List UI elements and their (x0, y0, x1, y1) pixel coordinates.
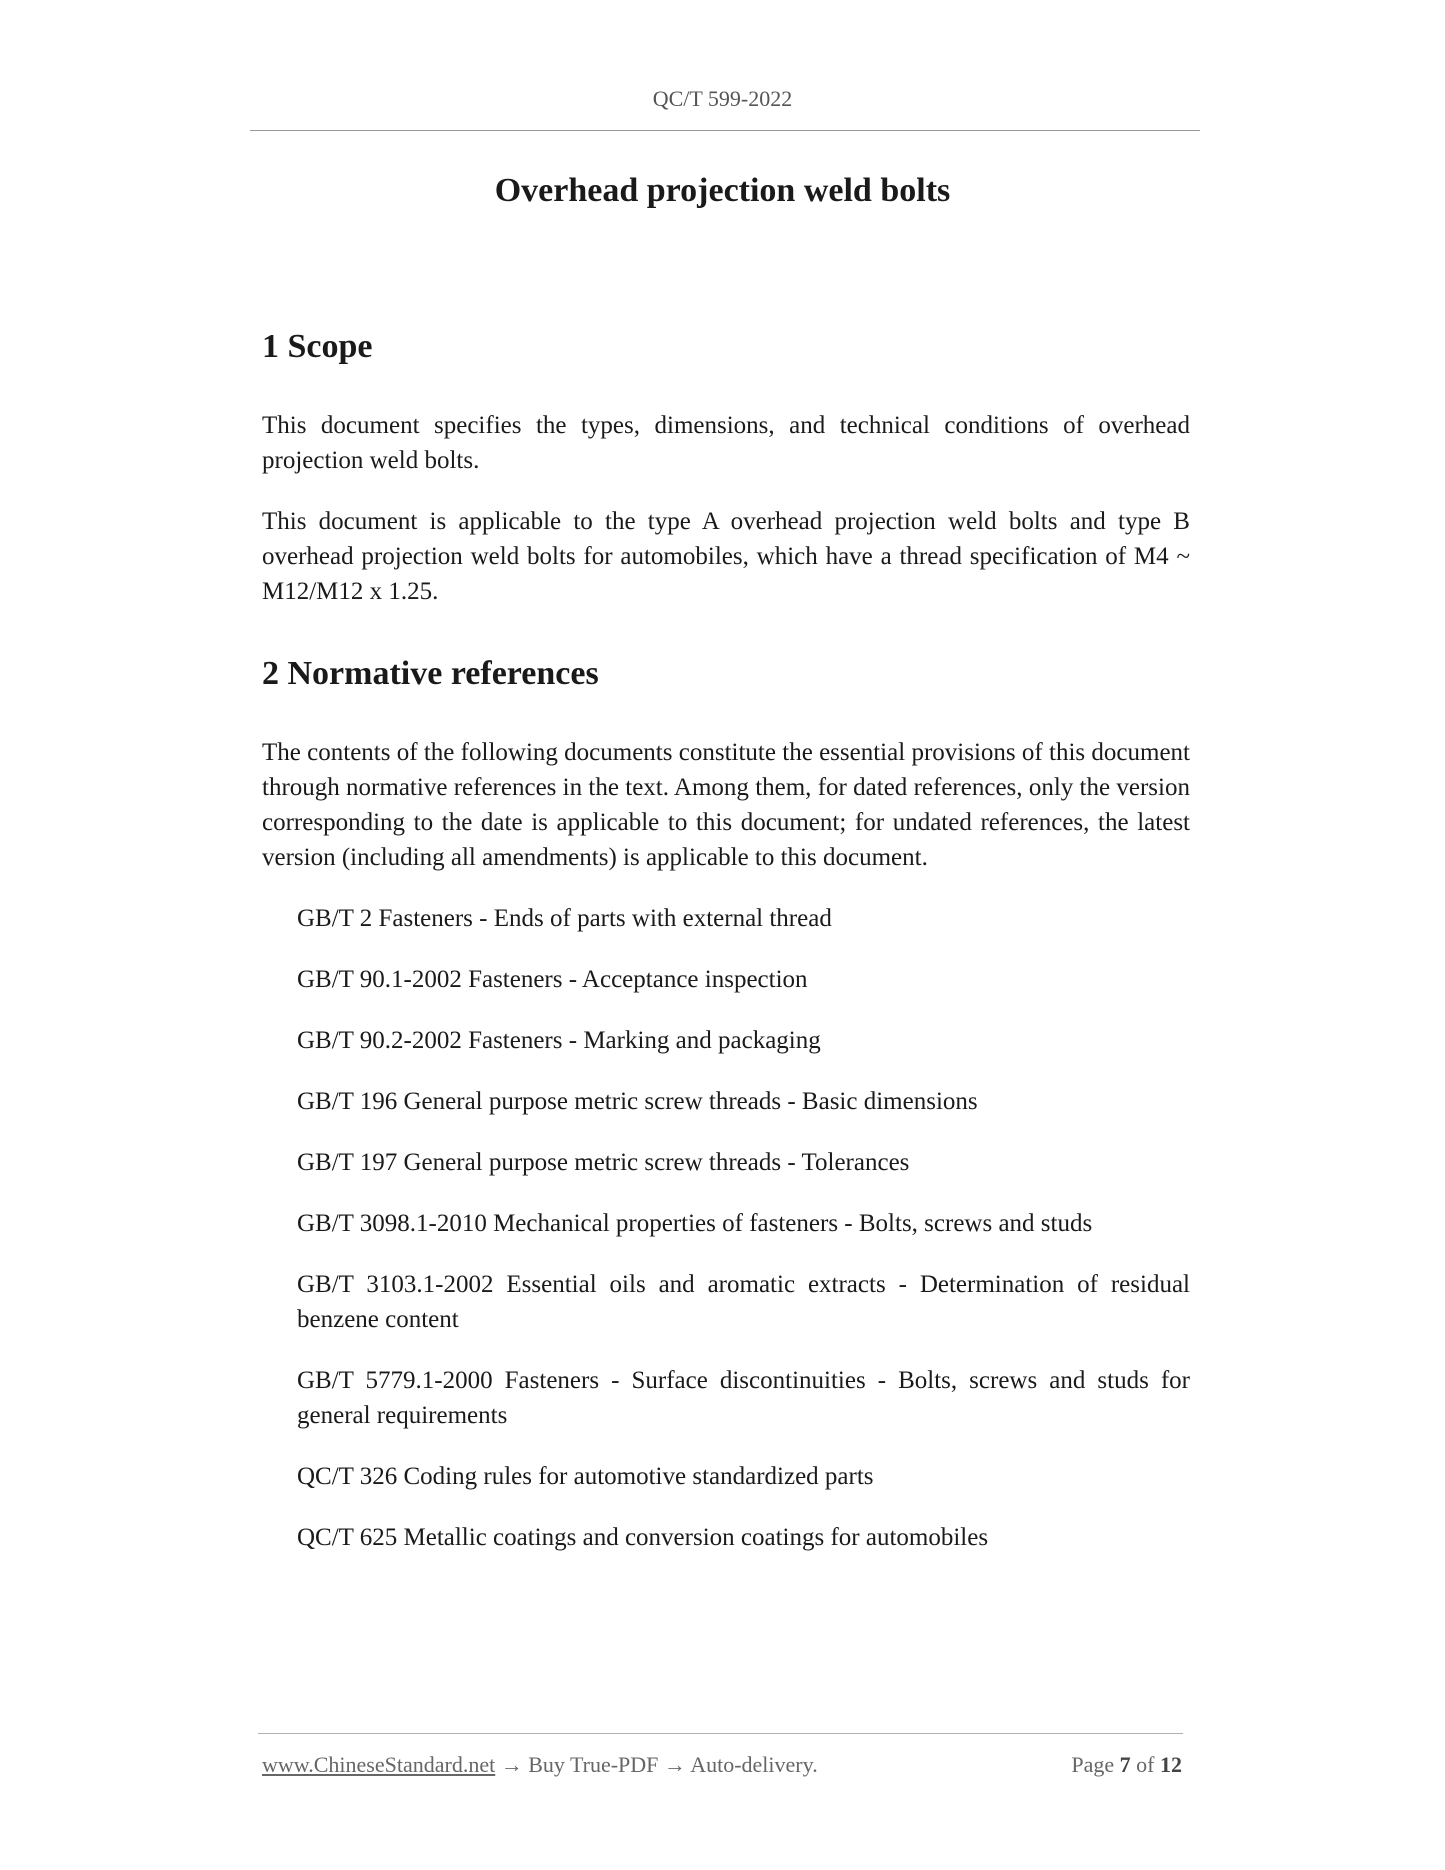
page-number (1071, 1752, 1182, 1778)
page-footer (262, 1752, 1182, 1778)
page-label: Page (1071, 1752, 1115, 1777)
reference-item: GB/T 197 General purpose metric screw threads - Tolerances (297, 1149, 910, 1176)
footer-divider (258, 1733, 1183, 1734)
website-link[interactable]: www.ChineseStandard.net (262, 1752, 496, 1777)
of-label: of (1136, 1752, 1155, 1777)
page-current: 7 (1119, 1752, 1131, 1777)
reference-item: GB/T 90.1-2002 Fasteners - Acceptance inspection (297, 966, 808, 993)
document-code: QC/T 599-2022 (652, 86, 793, 111)
reference-item: QC/T 326 Coding rules for automotive standardized parts (297, 1463, 874, 1490)
reference-item: QC/T 625 Metallic coatings and conversion coatings for automobiles (297, 1524, 989, 1551)
footer-purchase-info (262, 1752, 818, 1778)
arrow-icon: → (500, 1752, 523, 1777)
reference-item: GB/T 90.2-2002 Fasteners - Marking and packaging (297, 1027, 821, 1054)
buy-true-pdf-text: Buy True-PDF (528, 1752, 659, 1777)
arrow-icon: → (663, 1752, 686, 1777)
scope-paragraph: This document specifies the types, dimensions, and technical conditions of overhead projection weld bolts. (262, 412, 1190, 474)
document-title: Overhead projection weld bolts (494, 172, 951, 209)
reference-item: GB/T 2 Fasteners - Ends of parts with external thread (297, 905, 832, 932)
reference-item: GB/T 5779.1-2000 Fasteners - Surface discontinuities - Bolts, screws and studs for general requirements (297, 1367, 1190, 1429)
scope-paragraph: This document is applicable to the type A overhead projection weld bolts and type B overhead projection weld bolts for automobiles, which have a thread specification of M4 ~ M12/M12 x 1.25. (262, 508, 1190, 605)
reference-item: GB/T 3098.1-2010 Mechanical properties of fasteners - Bolts, screws and studs (297, 1210, 1093, 1237)
auto-delivery-text: Auto-delivery. (690, 1752, 818, 1777)
reference-item: GB/T 196 General purpose metric screw threads - Basic dimensions (297, 1088, 978, 1115)
section-heading-scope: 1 Scope (262, 328, 373, 365)
header-divider (250, 130, 1200, 131)
section-heading-normative-references: 2 Normative references (262, 655, 599, 692)
page-total: 12 (1160, 1752, 1182, 1777)
reference-item: GB/T 3103.1-2002 Essential oils and aromatic extracts - Determination of residual benzene content (297, 1271, 1190, 1333)
reference-list (262, 901, 1190, 1555)
normative-intro-paragraph: The contents of the following documents constitute the essential provisions of this document through normative references in the text. Among them, for dated references, only the version corresponding to the date is applicable to this document; for undated references, the latest version (including all amendments) is applicable to this document. (262, 739, 1190, 871)
document-body (262, 322, 1190, 1581)
